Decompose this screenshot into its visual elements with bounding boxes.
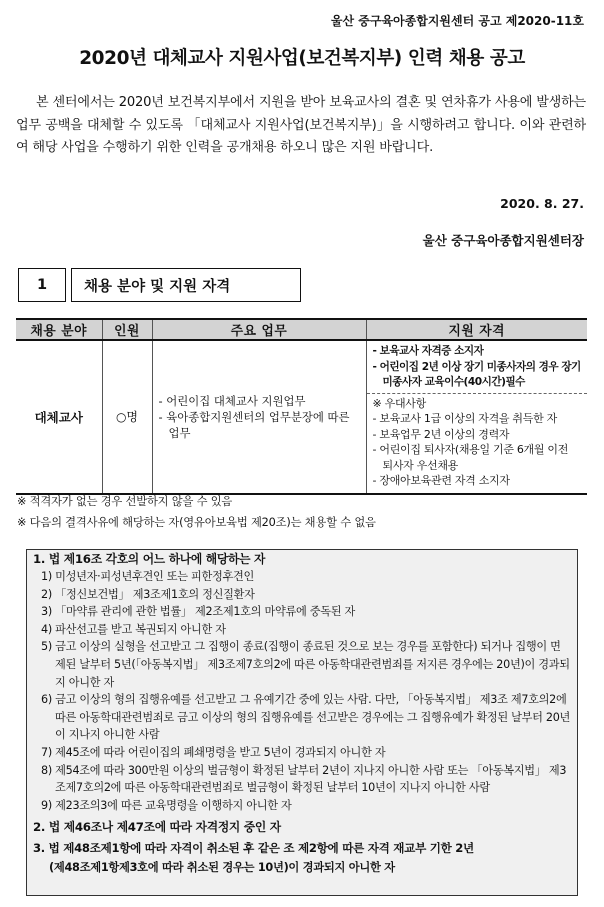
cell-field: 대체교사: [16, 340, 102, 494]
disqualification-box: [26, 549, 578, 896]
disqualification-heading-3: 3. 법 제48조제1항에 따라 자격이 취소된 후 같은 조 제2항에 따른 자격 재교부 기한 2년: [33, 841, 474, 856]
document-number: 울산 중구육아종합지원센터 공고 제2020-11호: [330, 14, 584, 28]
preferred-item: - 어린이집 퇴사자(채용일 기준 6개월 이전 퇴사자 우선채용: [372, 443, 569, 472]
disqualification-heading-1: 1. 법 제16조 각호의 어느 하나에 해당하는 자: [33, 552, 266, 566]
disqualification-item: 7) 제45조에 따라 어린이집의 폐쇄명령을 받고 5년이 경과되지 아니한 자: [41, 745, 386, 759]
note-disqualification: ※ 다음의 결격사유에 해당하는 자(영유아보육법 제20조)는 채용할 수 없음: [17, 516, 376, 529]
preferred-item: - 보육업무 2년 이상의 경력자: [372, 427, 510, 441]
disqualification-heading-3-continued: (제48조제1항제3호에 따라 취소된 경우는 10년)이 경과되지 아니한 자: [49, 861, 395, 875]
intro-paragraph: 본 센터에서는 2020년 보건복지부에서 지원을 받아 보육교사의 결혼 및 연차휴가 사용에 발생하는 업무 공백을 대체할 수 있도록 「대체교사 지원사업(보건복지부)」을 시행하려고 합니다. 이와 관련하여 해당 사업을 수행하기 위한 인력을 공개채용 하오니 많은 지원 바랍니다.: [16, 95, 586, 155]
table-row: [16, 340, 587, 494]
required-item: - 어린이집 2년 이상 장기 미종사자의 경우 장기 미종사자 교육이수(40시간)필수: [372, 360, 581, 388]
duty-item: - 어린이집 대체교사 지원업무: [158, 393, 306, 408]
cell-duties: [152, 340, 366, 494]
page-title: 2020년 대체교사 지원사업(보건복지부) 인력 채용 공고: [79, 48, 525, 69]
section-title-box: 채용 분야 및 지원 자격: [71, 268, 301, 302]
disqualification-item: 1) 미성년자·피성년후견인 또는 피한정후견인: [41, 570, 255, 583]
header-duties: 주요 업무: [152, 319, 366, 340]
preferred-item: - 장애아보육관련 자격 소지자: [372, 474, 510, 487]
section-number-box: 1: [18, 268, 66, 302]
disqualification-item: 9) 제23조의3에 따른 교육명령을 이행하지 아니한 자: [41, 798, 292, 812]
preferred-qualifications: [367, 394, 588, 493]
cell-qualifications: [366, 340, 587, 494]
header-field: 채용 분야: [16, 319, 102, 340]
preferred-item: - 보육교사 1급 이상의 자격을 취득한 자: [372, 412, 557, 425]
note-no-qualified: ※ 적격자가 없는 경우 선발하지 않을 수 있음: [17, 495, 233, 508]
announcement-date: 2020. 8. 27.: [500, 196, 584, 211]
cell-count: ○명: [102, 340, 152, 494]
required-item: - 보육교사 자격증 소지자: [372, 345, 484, 357]
disqualification-item: 2) 「정신보건법」 제3조제1호의 정신질환자: [41, 587, 255, 601]
recruitment-table: [16, 318, 587, 495]
preferred-title: ※ 우대사항: [372, 396, 426, 410]
disqualification-heading-2: 2. 법 제46조나 제47조에 따라 자격정지 중인 자: [33, 820, 281, 835]
duty-item: - 육아종합지원센터의 업무분장에 따른 업무: [158, 409, 350, 440]
disqualification-item: 3) 「마약류 관리에 관한 법률」 제2조제1호의 마약류에 중독된 자: [41, 605, 356, 619]
issuer-name: 울산 중구육아종합지원센터장: [422, 233, 584, 248]
disqualification-item: 5) 금고 이상의 실형을 선고받고 그 집행이 종료(집행이 종료된 것으로 보는 경우를 포함한다) 되거나 집행이 면제된 날부터 5년(「아동복지법」 제3조제7호의2에 따른 아동학대관련범죄를 저지른 경우에는 20년)이 경과되지 아니한 자: [41, 640, 570, 689]
header-count: 인원: [102, 319, 152, 340]
disqualification-item: 6) 금고 이상의 형의 집행유예를 선고받고 그 유예기간 중에 있는 사람. 다만, 「아동복지법」 제3조 제7호의2에 따른 아동학대관련범죄로 금고 이상의 형의 집행유예를 선고받은 경우에는 그 집행유예가 확정된 날부터 20년이 지나지 아니한 사람: [41, 693, 571, 742]
header-qualifications: 지원 자격: [366, 319, 587, 340]
disqualification-item: 4) 파산선고를 받고 복권되지 아니한 자: [41, 622, 226, 636]
disqualification-item: 8) 제54조에 따라 300만원 이상의 벌금형이 확정된 날부터 2년이 지나지 아니한 사람 또는 「아동복지법」 제3조제7호의2에 따른 아동학대관련범죄로 벌금형이 확정된 날부터 10년이 지나지 아니한 사람: [41, 763, 567, 795]
required-qualifications: [367, 341, 588, 394]
table-header-row: [16, 319, 587, 340]
